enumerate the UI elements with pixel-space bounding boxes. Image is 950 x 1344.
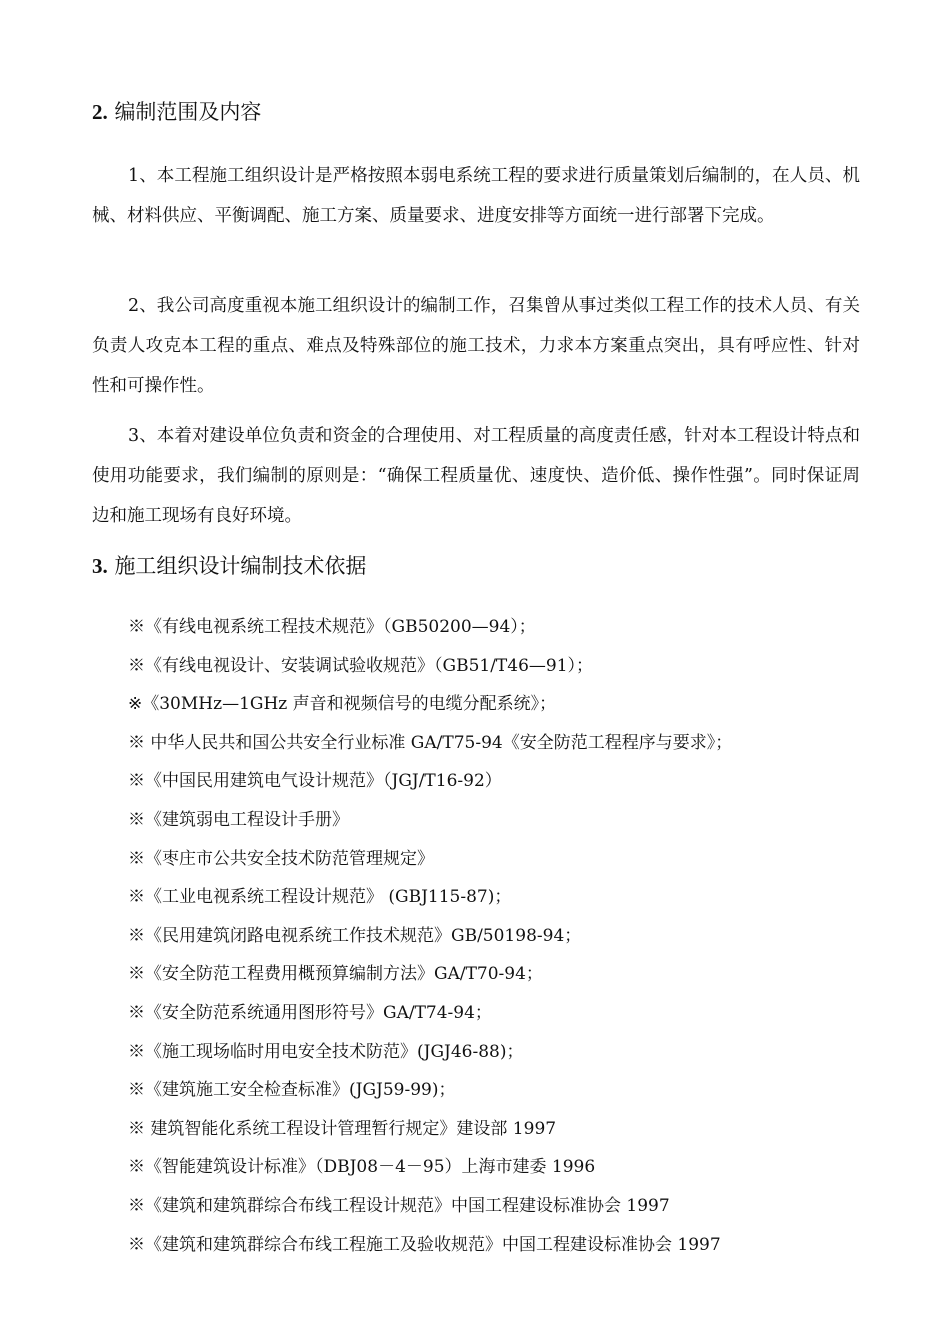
reference-list — [128, 608, 732, 1264]
reference-item: ※《有线电视设计、安装调试验收规范》（GB51/T46—91）； — [128, 655, 594, 676]
reference-item: ※《民用建筑闭路电视系统工作技术规范》GB/50198-94； — [128, 925, 582, 946]
reference-item: ※《建筑和建筑群综合布线工程施工及验收规范》中国工程建设标准协会 1997 — [128, 1234, 721, 1255]
reference-item: ※《安全防范系统通用图形符号》GA/T74-94； — [128, 1002, 492, 1023]
reference-item: ※《智能建筑设计标准》（DBJ08－4－95）上海市建委 1996 — [128, 1157, 596, 1178]
section-2-title: 编制范围及内容 — [114, 100, 262, 124]
section-3-number-dot: . — [102, 554, 108, 578]
section-3-number: 3 — [92, 554, 103, 578]
section-2-paragraph-1: 1、本工程施工组织设计是严格按照本弱电系统工程的要求进行质量策划后编制的，在人员、机械、材料供应、平衡调配、施工方案、质量要求、进度安排等方面统一进行部署下完成。 — [92, 166, 860, 226]
section-2-number: 2 — [92, 100, 103, 124]
reference-item: ※《建筑和建筑群综合布线工程设计规范》中国工程建设标准协会 1997 — [128, 1195, 670, 1216]
reference-item: ※《中国民用建筑电气设计规范》（JGJ/T16-92） — [128, 771, 502, 792]
reference-item: ※《施工现场临时用电安全技术防范》(JGJ46-88)； — [128, 1041, 524, 1062]
reference-item: ※《建筑弱电工程设计手册》 — [128, 809, 349, 830]
section-2-paragraph-3: 3、本着对建设单位负责和资金的合理使用、对工程质量的高度责任感，针对本工程设计特点和使用功能要求，我们编制的原则是：“确保工程质量优、速度快、造价低、操作性强”。同时保证周边和施工现场有良好环境。 — [92, 426, 860, 526]
reference-item: ※《工业电视系统工程设计规范》 (GBJ115-87)； — [128, 887, 512, 908]
section-2-paragraph-2: 2、我公司高度重视本施工组织设计的编制工作，召集曾从事过类似工程工作的技术人员、有关负责人攻克本工程的重点、难点及特殊部位的施工技术，力求本方案重点突出，具有呼应性、针对性和可操作性。 — [92, 296, 860, 396]
reference-item: ※ 建筑智能化系统工程设计管理暂行规定》建设部 1997 — [128, 1118, 557, 1139]
reference-item: ※《建筑施工安全检查标准》(JGJ59-99)； — [128, 1080, 456, 1101]
section-2-number-dot: . — [102, 100, 108, 124]
reference-item: ※《枣庄市公共安全技术防范管理规定》 — [128, 848, 434, 869]
reference-item: ※ 中华人民共和国公共安全行业标准 GA/T75-94《安全防范工程程序与要求》； — [128, 732, 733, 753]
reference-item: ※《安全防范工程费用概预算编制方法》GA/T70-94； — [128, 964, 543, 985]
reference-item: ※《有线电视系统工程技术规范》（GB50200—94）； — [128, 617, 536, 637]
reference-item: ※《30MHz—1GHz 声音和视频信号的电缆分配系统》； — [128, 694, 557, 715]
section-2-heading — [92, 98, 261, 126]
section-3-heading — [92, 552, 366, 580]
section-3-title: 施工组织设计编制技术依据 — [114, 554, 367, 578]
